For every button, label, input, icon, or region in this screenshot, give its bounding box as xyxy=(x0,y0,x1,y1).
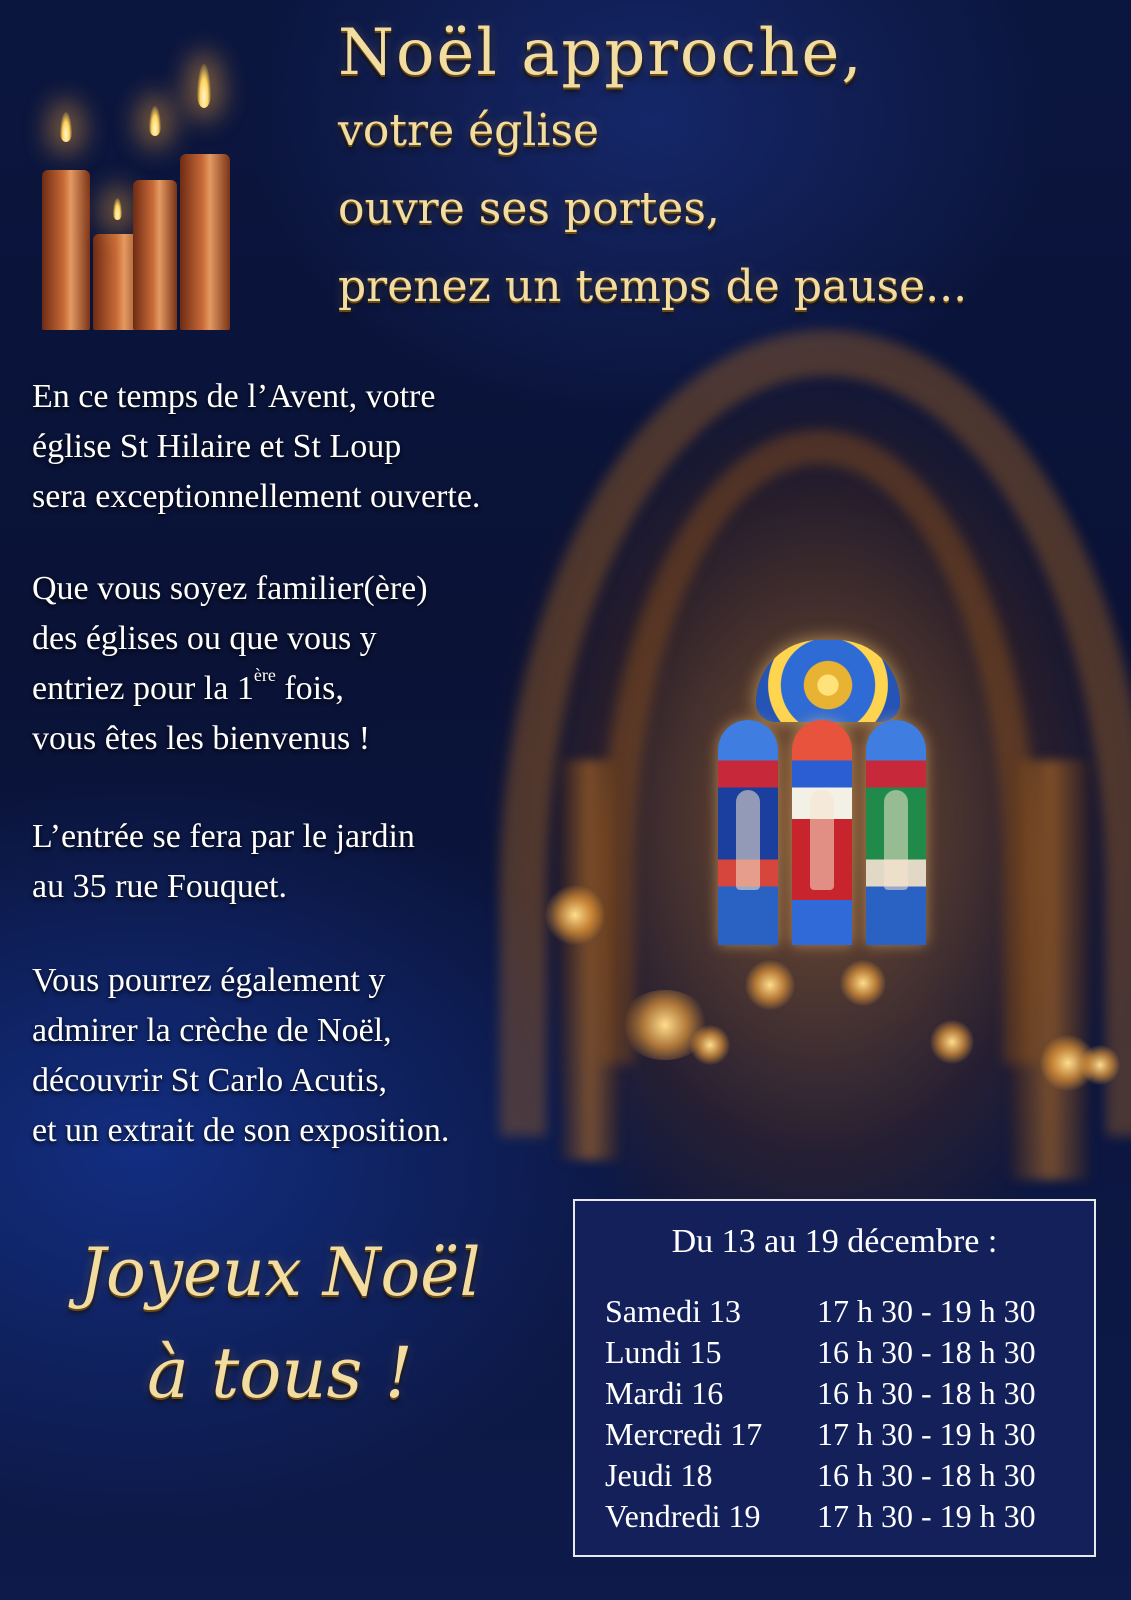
christmas-greeting xyxy=(30,1228,530,1428)
schedule-list xyxy=(605,1291,1075,1537)
headline xyxy=(338,14,1118,326)
body-line xyxy=(32,664,428,714)
body-line: Que vous soyez familier(ère) xyxy=(32,570,428,607)
headline-main: Noël approche, xyxy=(338,16,864,90)
paragraph-welcome xyxy=(32,564,428,764)
schedule-day: Samedi 13 xyxy=(605,1293,741,1329)
body-line-text: fois, xyxy=(275,670,344,707)
body-line: sera exceptionnellement ouverte. xyxy=(32,478,481,515)
schedule-box xyxy=(573,1199,1096,1557)
body-line: En ce temps de l’Avent, votre xyxy=(32,378,436,415)
headline-sub-line: votre église xyxy=(338,105,600,156)
paragraph-entrance xyxy=(32,812,415,912)
schedule-hours: 16 h 30 - 18 h 30 xyxy=(817,1457,1036,1493)
schedule-day: Vendredi 19 xyxy=(605,1498,761,1534)
schedule-hours: 17 h 30 - 19 h 30 xyxy=(817,1293,1036,1329)
headline-sub-line: ouvre ses portes, xyxy=(338,183,720,234)
body-line: des églises ou que vous y xyxy=(32,620,377,657)
candles-illustration xyxy=(30,50,260,330)
headline-sub-line: prenez un temps de pause... xyxy=(338,261,968,312)
schedule-hours: 16 h 30 - 18 h 30 xyxy=(817,1334,1036,1370)
schedule-row xyxy=(605,1496,1075,1537)
body-line: et un extrait de son exposition. xyxy=(32,1112,450,1149)
schedule-row xyxy=(605,1455,1075,1496)
body-line-text: entriez pour la 1 xyxy=(32,670,254,707)
greeting-line: à tous ! xyxy=(147,1332,413,1414)
headline-sub xyxy=(338,92,1118,326)
body-line: découvrir St Carlo Acutis, xyxy=(32,1062,388,1099)
ordinal-superscript: ère xyxy=(253,665,276,685)
stained-glass-window-illustration xyxy=(718,640,938,945)
schedule-row xyxy=(605,1373,1075,1414)
schedule-day: Jeudi 18 xyxy=(605,1457,713,1493)
schedule-day: Mercredi 17 xyxy=(605,1416,763,1452)
schedule-hours: 17 h 30 - 19 h 30 xyxy=(817,1416,1036,1452)
schedule-row xyxy=(605,1291,1075,1332)
paragraph-nativity xyxy=(32,956,449,1156)
body-line: au 35 rue Fouquet. xyxy=(32,868,287,905)
paragraph-advent-opening xyxy=(32,372,480,522)
greeting-line: Joyeux Noël xyxy=(79,1234,481,1311)
body-line: église St Hilaire et St Loup xyxy=(32,428,402,465)
schedule-day: Mardi 16 xyxy=(605,1375,724,1411)
schedule-row xyxy=(605,1414,1075,1455)
schedule-title: Du 13 au 19 décembre : xyxy=(671,1223,998,1260)
schedule-hours: 16 h 30 - 18 h 30 xyxy=(817,1375,1036,1411)
schedule-row xyxy=(605,1332,1075,1373)
body-line: L’entrée se fera par le jardin xyxy=(32,818,415,855)
body-line: admirer la crèche de Noël, xyxy=(32,1012,392,1049)
body-line: Vous pourrez également y xyxy=(32,962,386,999)
body-line: vous êtes les bienvenus ! xyxy=(32,720,371,757)
schedule-day: Lundi 15 xyxy=(605,1334,722,1370)
schedule-hours: 17 h 30 - 19 h 30 xyxy=(817,1498,1036,1534)
